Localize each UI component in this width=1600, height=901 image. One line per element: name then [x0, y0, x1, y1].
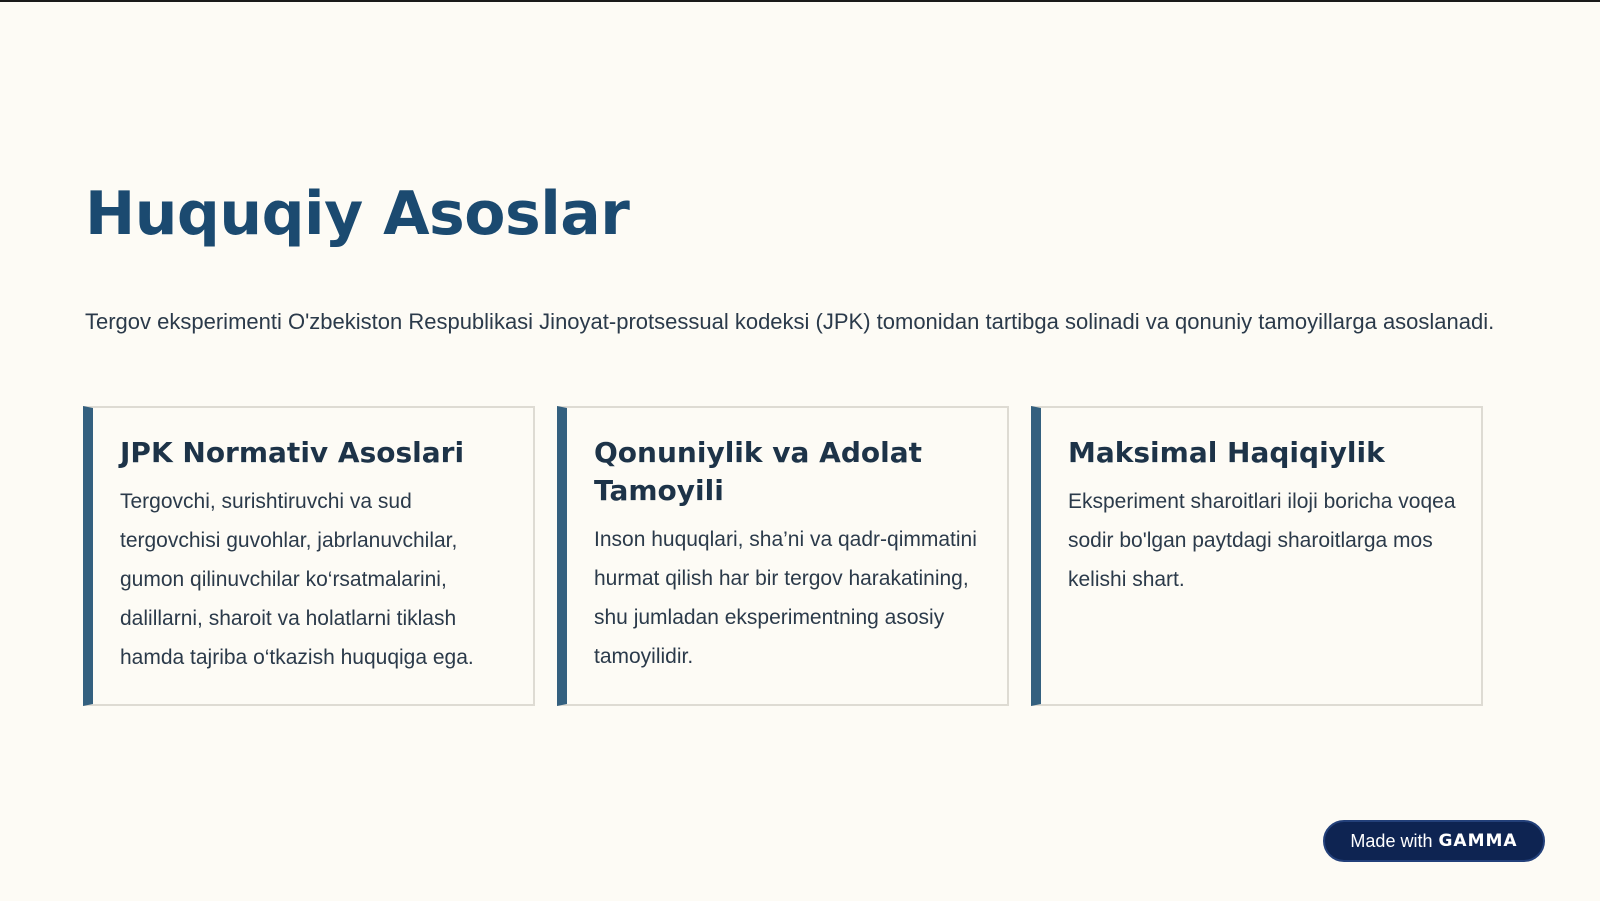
- gamma-logo-text: GAMMA: [1438, 831, 1518, 851]
- card-jpk-normativ: [83, 406, 535, 706]
- card-body: Eksperiment sharoitlari iloji boricha voqea sodir bo'lgan paytdagi sharoitlarga mos kelishi shart.: [1068, 490, 1456, 591]
- top-border-line: [0, 0, 1600, 2]
- card-body: Tergovchi, surishtiruvchi va sud tergovchisi guvohlar, jabrlanuvchilar, gumon qilinuvchilar ko‘rsatmalarini, dalillarni, sharoit va holatlarni tiklash hamda tajriba o‘tkazish huquqiga ega.: [120, 490, 474, 669]
- badge-prefix: Made with: [1350, 830, 1433, 851]
- made-with-gamma-button[interactable]: [1323, 820, 1545, 862]
- card-title: Maksimal Haqiqiylik: [1068, 436, 1385, 469]
- card-maksimal-haqiqiylik: [1031, 406, 1483, 706]
- card-body: Inson huquqlari, sha’ni va qadr-qimmatini hurmat qilish har bir tergov harakatining, shu jumladan eksperimentning asosiy tamoyilidir.: [594, 528, 977, 668]
- card-title: JPK Normativ Asoslari: [120, 436, 465, 469]
- card-qonuniylik: [557, 406, 1009, 706]
- slide-title: Huquqiy Asoslar: [85, 179, 630, 249]
- intro-paragraph: Tergov eksperimenti O'zbekiston Respublikasi Jinoyat-protsessual kodeksi (JPK) tomonidan tartibga solinadi va qonuniy tamoyillarga asoslanadi.: [85, 309, 1495, 334]
- card-title: Qonuniylik va Adolat Tamoyili: [594, 436, 922, 507]
